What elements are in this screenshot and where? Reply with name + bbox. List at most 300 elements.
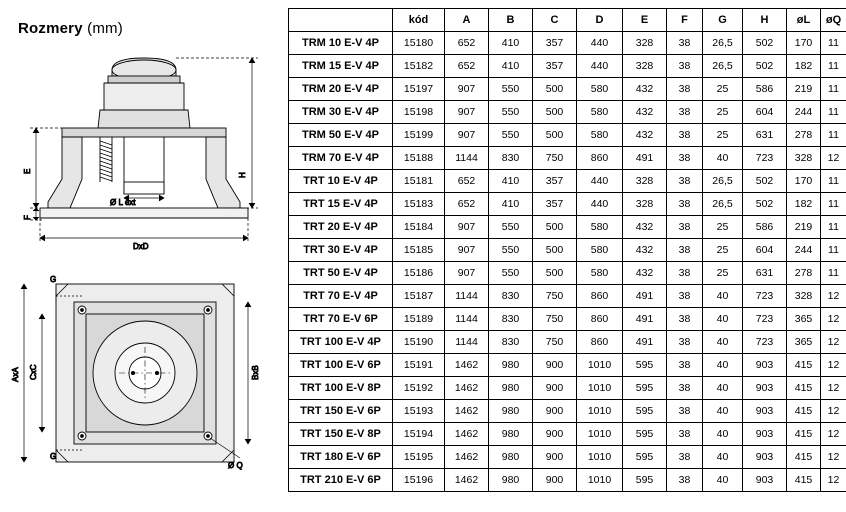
- table-cell-G: 40: [703, 147, 743, 170]
- table-row: [289, 101, 846, 124]
- table-header-E: E: [623, 9, 667, 32]
- table-row: [289, 400, 846, 423]
- table-cell-F: 38: [667, 55, 703, 78]
- dimension-label-BxB: BxB: [251, 365, 260, 380]
- table-cell-H: 903: [743, 446, 787, 469]
- table-cell-B: 980: [489, 377, 533, 400]
- table-cell-A: 1144: [445, 331, 489, 354]
- table-cell-F: 38: [667, 400, 703, 423]
- table-cell-model: TRM 10 E-V 4P: [289, 32, 393, 55]
- table-row: [289, 78, 846, 101]
- table-cell-H: 903: [743, 354, 787, 377]
- table-cell-B: 980: [489, 354, 533, 377]
- table-cell-model: TRT 100 E-V 4P: [289, 331, 393, 354]
- table-cell-D: 860: [577, 308, 623, 331]
- table-cell-E: 328: [623, 170, 667, 193]
- table-cell-G: 40: [703, 354, 743, 377]
- table-cell-F: 38: [667, 377, 703, 400]
- table-cell-A: 907: [445, 124, 489, 147]
- table-cell-A: 1144: [445, 308, 489, 331]
- table-cell-D: 1010: [577, 469, 623, 492]
- dimension-DxD: [40, 218, 248, 242]
- page-title: [18, 20, 123, 37]
- table-cell-C: 357: [533, 32, 577, 55]
- table-cell-G: 26,5: [703, 55, 743, 78]
- table-cell-F: 38: [667, 216, 703, 239]
- table-cell-E: 491: [623, 308, 667, 331]
- table-cell-C: 750: [533, 331, 577, 354]
- table-cell-G: 40: [703, 400, 743, 423]
- table-cell-D: 860: [577, 147, 623, 170]
- table-cell-L: 415: [787, 400, 821, 423]
- dimension-label-AxA: AxA: [11, 367, 20, 382]
- outlet-sleeve: [124, 137, 164, 194]
- table-cell-Q: 12: [821, 377, 846, 400]
- table-cell-E: 328: [623, 32, 667, 55]
- table-cell-F: 38: [667, 124, 703, 147]
- table-row: [289, 239, 846, 262]
- table-cell-model: TRM 70 E-V 4P: [289, 147, 393, 170]
- table-cell-A: 1462: [445, 377, 489, 400]
- table-cell-B: 550: [489, 101, 533, 124]
- table-cell-Q: 11: [821, 239, 846, 262]
- table-cell-D: 440: [577, 32, 623, 55]
- table-cell-H: 723: [743, 285, 787, 308]
- table-cell-E: 432: [623, 78, 667, 101]
- table-cell-kod: 15194: [393, 423, 445, 446]
- table-cell-E: 432: [623, 124, 667, 147]
- table-cell-model: TRM 20 E-V 4P: [289, 78, 393, 101]
- table-cell-C: 357: [533, 55, 577, 78]
- table-cell-L: 182: [787, 193, 821, 216]
- table-cell-G: 25: [703, 216, 743, 239]
- table-cell-B: 980: [489, 469, 533, 492]
- table-cell-model: TRT 180 E-V 6P: [289, 446, 393, 469]
- page-title-unit: (mm): [87, 20, 123, 37]
- table-cell-E: 491: [623, 285, 667, 308]
- table-cell-L: 365: [787, 331, 821, 354]
- table-cell-A: 1462: [445, 400, 489, 423]
- dimension-AxA: [21, 284, 27, 462]
- table-cell-B: 830: [489, 147, 533, 170]
- table-header-kod: kód: [393, 9, 445, 32]
- table-cell-F: 38: [667, 285, 703, 308]
- table-cell-G: 40: [703, 308, 743, 331]
- table-cell-H: 723: [743, 331, 787, 354]
- table-cell-kod: 15196: [393, 469, 445, 492]
- table-row: [289, 354, 846, 377]
- table-cell-A: 652: [445, 32, 489, 55]
- fan-body-mid: [98, 110, 190, 128]
- plan-view: [0, 262, 288, 512]
- table-row: [289, 423, 846, 446]
- table-cell-A: 652: [445, 55, 489, 78]
- table-cell-L: 170: [787, 32, 821, 55]
- table-cell-G: 25: [703, 239, 743, 262]
- table-cell-Q: 12: [821, 423, 846, 446]
- table-cell-F: 38: [667, 262, 703, 285]
- table-cell-H: 604: [743, 239, 787, 262]
- table-cell-G: 40: [703, 331, 743, 354]
- table-cell-C: 900: [533, 446, 577, 469]
- table-cell-L: 278: [787, 262, 821, 285]
- table-cell-model: TRM 30 E-V 4P: [289, 101, 393, 124]
- table-cell-F: 38: [667, 331, 703, 354]
- table-cell-H: 604: [743, 101, 787, 124]
- table-cell-B: 980: [489, 400, 533, 423]
- table-cell-D: 1010: [577, 377, 623, 400]
- table-row: [289, 216, 846, 239]
- table-cell-A: 907: [445, 101, 489, 124]
- table-cell-D: 1010: [577, 354, 623, 377]
- table-cell-B: 980: [489, 446, 533, 469]
- table-cell-Q: 12: [821, 469, 846, 492]
- table-cell-C: 500: [533, 239, 577, 262]
- table-cell-E: 328: [623, 193, 667, 216]
- table-cell-model: TRT 50 E-V 4P: [289, 262, 393, 285]
- table-cell-Q: 12: [821, 400, 846, 423]
- table-cell-kod: 15190: [393, 331, 445, 354]
- table-cell-D: 1010: [577, 423, 623, 446]
- table-cell-B: 980: [489, 423, 533, 446]
- table-cell-Q: 11: [821, 32, 846, 55]
- table-cell-model: TRT 210 E-V 6P: [289, 469, 393, 492]
- fan-skirt-left: [48, 137, 82, 208]
- table-cell-H: 502: [743, 55, 787, 78]
- table-cell-model: TRT 70 E-V 4P: [289, 285, 393, 308]
- table-cell-F: 38: [667, 446, 703, 469]
- table-cell-kod: 15181: [393, 170, 445, 193]
- table-cell-C: 750: [533, 147, 577, 170]
- table-cell-A: 652: [445, 170, 489, 193]
- table-cell-D: 1010: [577, 446, 623, 469]
- table-cell-L: 182: [787, 55, 821, 78]
- table-cell-E: 595: [623, 446, 667, 469]
- table-header-H: H: [743, 9, 787, 32]
- dimension-label-E: E: [23, 168, 32, 174]
- table-cell-G: 40: [703, 446, 743, 469]
- table-cell-F: 38: [667, 308, 703, 331]
- table-cell-G: 25: [703, 262, 743, 285]
- table-cell-E: 595: [623, 354, 667, 377]
- table-cell-A: 1462: [445, 446, 489, 469]
- table-cell-E: 432: [623, 216, 667, 239]
- table-cell-D: 860: [577, 285, 623, 308]
- table-row: [289, 469, 846, 492]
- table-header-row: [289, 9, 846, 32]
- table-cell-L: 219: [787, 78, 821, 101]
- table-cell-F: 38: [667, 147, 703, 170]
- table-cell-D: 440: [577, 170, 623, 193]
- table-cell-C: 357: [533, 193, 577, 216]
- table-cell-C: 900: [533, 377, 577, 400]
- table-cell-D: 580: [577, 78, 623, 101]
- table-cell-F: 38: [667, 78, 703, 101]
- table-cell-A: 1144: [445, 147, 489, 170]
- table-header-model: [289, 9, 393, 32]
- dimensions-table: [288, 8, 846, 492]
- table-cell-model: TRT 15 E-V 4P: [289, 193, 393, 216]
- dimension-label-L-ext: Ø L ext: [110, 198, 136, 207]
- table-cell-H: 723: [743, 147, 787, 170]
- dimension-label-H: H: [238, 172, 247, 178]
- table-row: [289, 285, 846, 308]
- spring-damper-stack: [100, 137, 112, 182]
- table-cell-B: 830: [489, 331, 533, 354]
- table-cell-L: 328: [787, 285, 821, 308]
- table-row: [289, 331, 846, 354]
- table-cell-B: 410: [489, 193, 533, 216]
- table-cell-H: 903: [743, 400, 787, 423]
- table-cell-E: 432: [623, 262, 667, 285]
- table-cell-kod: 15180: [393, 32, 445, 55]
- table-cell-kod: 15198: [393, 101, 445, 124]
- table-cell-L: 365: [787, 308, 821, 331]
- table-cell-Q: 11: [821, 55, 846, 78]
- table-cell-E: 328: [623, 55, 667, 78]
- table-cell-Q: 12: [821, 308, 846, 331]
- table-header-C: C: [533, 9, 577, 32]
- table-row: [289, 32, 846, 55]
- table-cell-C: 500: [533, 78, 577, 101]
- fan-top-plate: [62, 128, 226, 137]
- table-cell-B: 830: [489, 285, 533, 308]
- table-cell-H: 723: [743, 308, 787, 331]
- table-cell-Q: 11: [821, 124, 846, 147]
- table-cell-A: 1144: [445, 285, 489, 308]
- table-cell-Q: 12: [821, 354, 846, 377]
- table-cell-G: 26,5: [703, 193, 743, 216]
- table-cell-F: 38: [667, 354, 703, 377]
- table-cell-B: 550: [489, 216, 533, 239]
- table-cell-E: 432: [623, 239, 667, 262]
- table-cell-F: 38: [667, 239, 703, 262]
- table-cell-E: 595: [623, 377, 667, 400]
- dimension-label-Q: Ø Q: [228, 461, 243, 470]
- dimension-drawing-panel: [0, 0, 288, 512]
- table-cell-E: 595: [623, 469, 667, 492]
- table-cell-H: 586: [743, 78, 787, 101]
- table-cell-D: 580: [577, 101, 623, 124]
- table-header-Q: øQ: [821, 9, 846, 32]
- table-cell-C: 900: [533, 469, 577, 492]
- table-cell-E: 595: [623, 400, 667, 423]
- table-cell-L: 278: [787, 124, 821, 147]
- table-cell-C: 357: [533, 170, 577, 193]
- table-cell-kod: 15188: [393, 147, 445, 170]
- table-cell-C: 900: [533, 400, 577, 423]
- table-cell-kod: 15189: [393, 308, 445, 331]
- table-cell-D: 580: [577, 124, 623, 147]
- table-cell-kod: 15186: [393, 262, 445, 285]
- table-cell-A: 907: [445, 216, 489, 239]
- table-cell-B: 550: [489, 262, 533, 285]
- table-cell-model: TRT 150 E-V 6P: [289, 400, 393, 423]
- table-cell-L: 415: [787, 469, 821, 492]
- table-cell-B: 410: [489, 55, 533, 78]
- table-cell-L: 328: [787, 147, 821, 170]
- table-cell-B: 830: [489, 308, 533, 331]
- table-cell-Q: 11: [821, 193, 846, 216]
- table-header-L: øL: [787, 9, 821, 32]
- table-cell-L: 170: [787, 170, 821, 193]
- table-cell-Q: 11: [821, 78, 846, 101]
- table-cell-model: TRT 20 E-V 4P: [289, 216, 393, 239]
- table-cell-L: 415: [787, 446, 821, 469]
- table-cell-D: 580: [577, 239, 623, 262]
- table-cell-E: 595: [623, 423, 667, 446]
- table-cell-C: 500: [533, 101, 577, 124]
- table-cell-G: 25: [703, 101, 743, 124]
- table-cell-C: 750: [533, 285, 577, 308]
- table-cell-H: 586: [743, 216, 787, 239]
- table-cell-kod: 15184: [393, 216, 445, 239]
- table-cell-Q: 12: [821, 147, 846, 170]
- table-cell-L: 415: [787, 423, 821, 446]
- table-cell-A: 1462: [445, 469, 489, 492]
- table-cell-F: 38: [667, 193, 703, 216]
- table-cell-G: 40: [703, 377, 743, 400]
- table-row: [289, 193, 846, 216]
- table-cell-G: 40: [703, 285, 743, 308]
- table-cell-A: 1462: [445, 354, 489, 377]
- table-row: [289, 308, 846, 331]
- dimension-CxC: [39, 314, 45, 432]
- table-cell-E: 491: [623, 147, 667, 170]
- table-cell-D: 580: [577, 262, 623, 285]
- table-header-G: G: [703, 9, 743, 32]
- table-cell-Q: 12: [821, 331, 846, 354]
- table-cell-D: 1010: [577, 400, 623, 423]
- table-cell-model: TRT 30 E-V 4P: [289, 239, 393, 262]
- table-cell-C: 900: [533, 354, 577, 377]
- table-cell-model: TRT 70 E-V 6P: [289, 308, 393, 331]
- table-cell-Q: 12: [821, 285, 846, 308]
- table-row: [289, 262, 846, 285]
- table-cell-L: 244: [787, 101, 821, 124]
- table-cell-G: 25: [703, 124, 743, 147]
- table-cell-A: 652: [445, 193, 489, 216]
- table-cell-G: 40: [703, 423, 743, 446]
- table-cell-F: 38: [667, 423, 703, 446]
- table-row: [289, 124, 846, 147]
- table-cell-H: 903: [743, 469, 787, 492]
- table-cell-C: 500: [533, 124, 577, 147]
- table-cell-L: 244: [787, 239, 821, 262]
- table-row: [289, 377, 846, 400]
- table-cell-H: 502: [743, 170, 787, 193]
- table-cell-E: 491: [623, 331, 667, 354]
- page-title-text: Rozmery: [18, 20, 83, 37]
- table-cell-model: TRT 150 E-V 8P: [289, 423, 393, 446]
- dimension-label-DxD: DxD: [133, 242, 149, 251]
- table-cell-Q: 11: [821, 170, 846, 193]
- table-cell-Q: 11: [821, 216, 846, 239]
- table-cell-G: 26,5: [703, 32, 743, 55]
- table-cell-F: 38: [667, 32, 703, 55]
- table-row: [289, 147, 846, 170]
- table-cell-model: TRM 50 E-V 4P: [289, 124, 393, 147]
- table-header-F: F: [667, 9, 703, 32]
- table-cell-D: 860: [577, 331, 623, 354]
- table-cell-B: 410: [489, 170, 533, 193]
- table-cell-Q: 11: [821, 101, 846, 124]
- table-cell-B: 550: [489, 124, 533, 147]
- table-cell-H: 631: [743, 262, 787, 285]
- table-cell-kod: 15191: [393, 354, 445, 377]
- table-cell-H: 502: [743, 32, 787, 55]
- table-cell-model: TRT 100 E-V 8P: [289, 377, 393, 400]
- table-cell-G: 26,5: [703, 170, 743, 193]
- table-cell-L: 415: [787, 354, 821, 377]
- table-cell-C: 500: [533, 262, 577, 285]
- table-cell-A: 907: [445, 78, 489, 101]
- specification-table-panel: [288, 8, 846, 492]
- side-elevation-view: [0, 42, 288, 260]
- base-flange-plate: [40, 208, 248, 218]
- table-cell-kod: 15187: [393, 285, 445, 308]
- table-row: [289, 170, 846, 193]
- fan-cap-flange: [108, 76, 180, 83]
- table-cell-L: 415: [787, 377, 821, 400]
- dimension-label-F: F: [23, 215, 32, 220]
- table-cell-kod: 15192: [393, 377, 445, 400]
- table-cell-B: 410: [489, 32, 533, 55]
- table-row: [289, 55, 846, 78]
- table-header-B: B: [489, 9, 533, 32]
- table-cell-D: 440: [577, 55, 623, 78]
- table-cell-F: 38: [667, 101, 703, 124]
- fan-skirt-right: [206, 137, 240, 208]
- table-cell-D: 580: [577, 216, 623, 239]
- table-cell-kod: 15197: [393, 78, 445, 101]
- table-cell-model: TRT 10 E-V 4P: [289, 170, 393, 193]
- table-body: [289, 32, 846, 492]
- table-header-D: D: [577, 9, 623, 32]
- table-cell-F: 38: [667, 170, 703, 193]
- table-cell-H: 903: [743, 423, 787, 446]
- table-cell-model: TRM 15 E-V 4P: [289, 55, 393, 78]
- table-cell-kod: 15185: [393, 239, 445, 262]
- table-cell-D: 440: [577, 193, 623, 216]
- table-header-A: A: [445, 9, 489, 32]
- table-cell-Q: 12: [821, 446, 846, 469]
- dimension-label-CxC: CxC: [29, 364, 38, 380]
- dimension-label-G-top: G: [50, 275, 57, 284]
- table-cell-kod: 15193: [393, 400, 445, 423]
- table-cell-E: 432: [623, 101, 667, 124]
- table-cell-A: 907: [445, 262, 489, 285]
- table-cell-C: 500: [533, 216, 577, 239]
- table-cell-A: 907: [445, 239, 489, 262]
- table-cell-C: 750: [533, 308, 577, 331]
- dimension-label-G-bottom: G: [50, 452, 57, 461]
- table-row: [289, 446, 846, 469]
- table-cell-Q: 11: [821, 262, 846, 285]
- table-cell-H: 631: [743, 124, 787, 147]
- table-cell-kod: 15195: [393, 446, 445, 469]
- table-cell-B: 550: [489, 78, 533, 101]
- table-cell-L: 219: [787, 216, 821, 239]
- table-cell-G: 25: [703, 78, 743, 101]
- table-cell-kod: 15199: [393, 124, 445, 147]
- fan-body-upper: [104, 83, 184, 110]
- table-cell-model: TRT 100 E-V 6P: [289, 354, 393, 377]
- table-cell-A: 1462: [445, 423, 489, 446]
- table-cell-H: 903: [743, 377, 787, 400]
- table-cell-kod: 15182: [393, 55, 445, 78]
- table-cell-H: 502: [743, 193, 787, 216]
